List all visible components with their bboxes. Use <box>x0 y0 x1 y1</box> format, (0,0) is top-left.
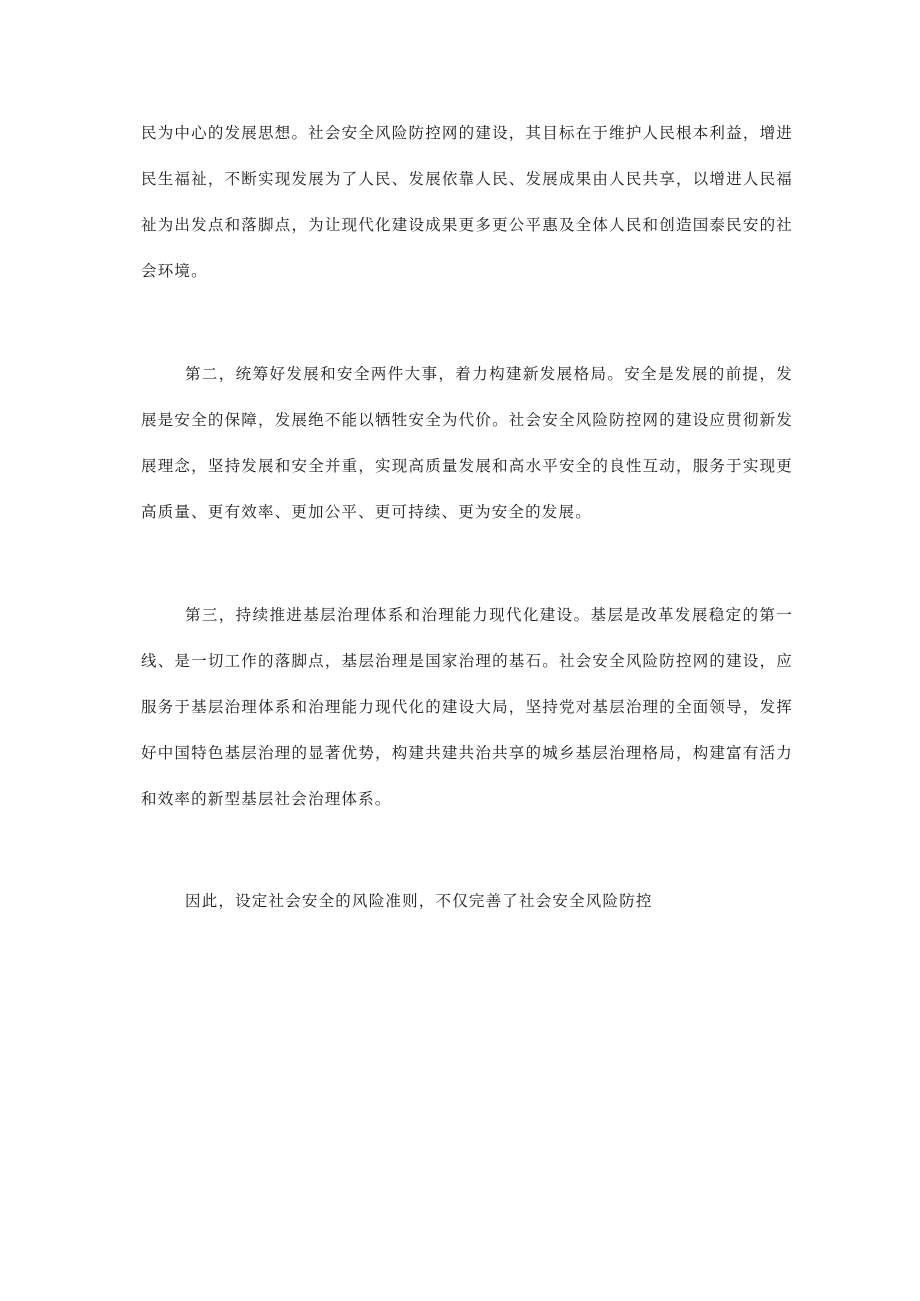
paragraph-second-point: 第二，统筹好发展和安全两件大事，着力构建新发展格局。安全是发展的前提，发展是安全的保障，发展绝不能以牺牲安全为代价。社会安全风险防控网的建设应贯彻新发展理念，坚持发展和安全并重，实现高质量发展和高水平安全的良性互动，服务于实现更高质量、更有效率、更加公平、更可持续、更为安全的发展。 <box>141 365 793 521</box>
paragraph-third-point: 第三，持续推进基层治理体系和治理能力现代化建设。基层是改革发展稳定的第一线、是一切工作的落脚点，基层治理是国家治理的基石。社会安全风险防控网的建设，应服务于基层治理体系和治理能力现代化的建设大局，坚持党对基层治理的全面领导，发挥好中国特色基层治理的显著优势，构建共建共治共享的城乡基层治理格局，构建富有活力和效率的新型基层社会治理体系。 <box>141 606 793 808</box>
paragraph-continuation: 民为中心的发展思想。社会安全风险防控网的建设，其目标在于维护人民根本利益，增进民生福祉，不断实现发展为了人民、发展依靠人民、发展成果由人民共享，以增进人民福祉为出发点和落脚点，为让现代化建设成果更多更公平惠及全体人民和创造国泰民安的社会环境。 <box>141 124 793 280</box>
paragraph-conclusion: 因此，设定社会安全的风险准则，不仅完善了社会安全风险防控 <box>185 892 653 910</box>
